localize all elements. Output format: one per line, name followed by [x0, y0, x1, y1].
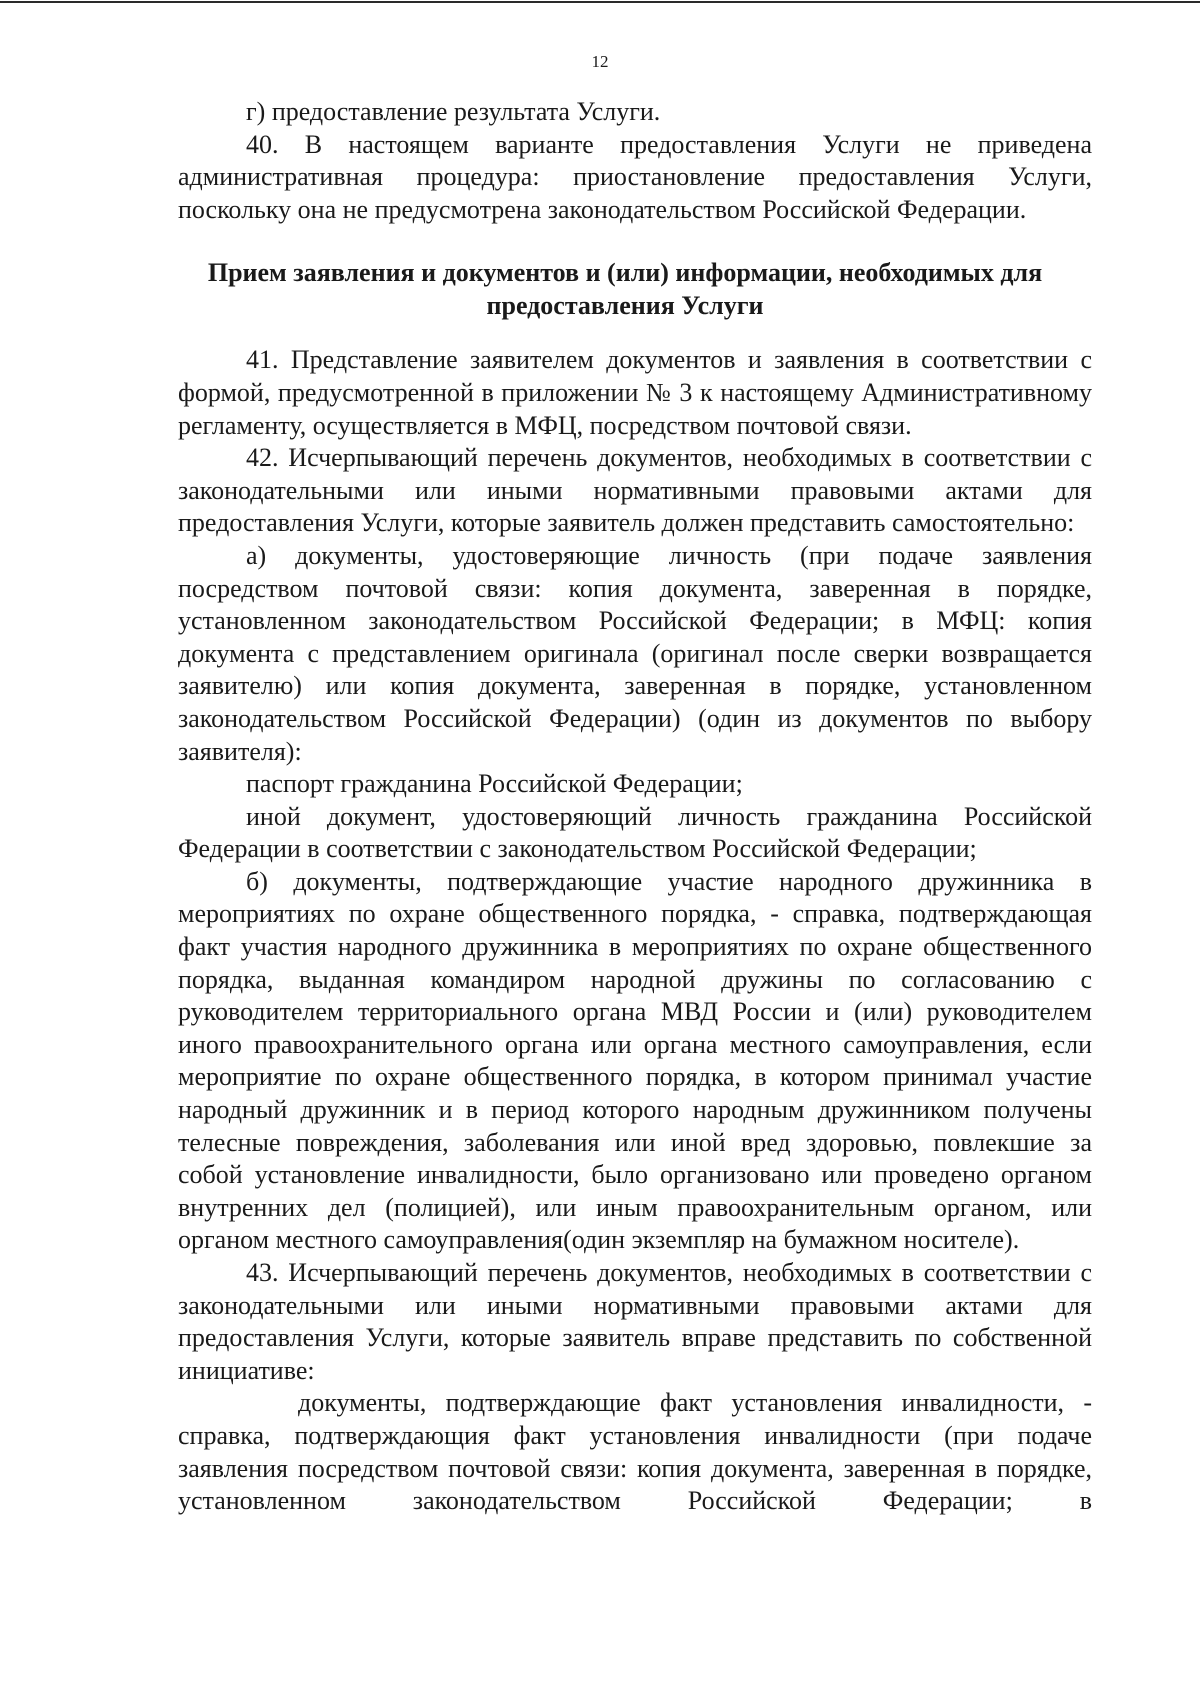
top-edge-rule — [0, 1, 1200, 3]
paragraph-42-a: а) документы, удостоверяющие личность (при подаче заявления посредством почтовой связи: копия документа, заверенная в порядке, установленном законодательством Российской Федерации; в МФЦ: копия документа с представлением оригинала (оригинал после сверки возвращается заявителю) или копия документа, заверенная в порядке, установленном законодательством Российской Федерации) (один из документов по выбору заявителя): — [178, 540, 1092, 766]
paragraph-43-documents: документы, подтверждающие факт установления инвалидности, - справка, подтверждающия факт установления инвалидности (при подаче заявления посредством почтовой связи: копия документа, заверенная в порядке, установленном законодательством Российской Федерации; в — [178, 1388, 1092, 1516]
paragraph-42-b: б) документы, подтверждающие участие народного дружинника в мероприятиях по охране общественного порядка, - справка, подтверждающая факт участия народного дружинника в мероприятиях по охране общественного порядка, выданная командиром народной дружины по согласованию с руководителем территориального органа МВД России и (или) руководителем иного правоохранительного органа или органа местного самоуправления, если мероприятие по охране общественного порядка, в котором принимал участие народный дружинник и в период которого народным дружинником получены телесные повреждения, заболевания или иной вред здоровью, повлекшие за собой установление инвалидности, было организовано или проведено органом внутренних дел (полицией), или иным правоохранительным органом, или органом местного самоуправления(один экземпляр на бумажном носителе). — [178, 866, 1092, 1255]
paragraph-41: 41. Представление заявителем документов и заявления в соответствии с формой, предусмотренной в приложении № 3 к настоящему Административному регламенту, осуществляется в МФЦ, посредством почтовой связи. — [178, 345, 1092, 440]
paragraph-43: 43. Исчерпывающий перечень документов, необходимых в соответствии с законодательными или иными нормативными правовыми актами для предоставления Услуги, которые заявитель вправе представить по собственной инициативе: — [178, 1258, 1092, 1385]
page-number: 12 — [591, 52, 609, 71]
section-heading: Прием заявления и документов и (или) информации, необходимых для предоставления Услуги — [207, 258, 1043, 321]
document-body — [178, 96, 1092, 1518]
paragraph-42-a-passport: паспорт гражданина Российской Федерации; — [246, 769, 743, 799]
paragraph-42-a-other-id: иной документ, удостоверяющий личность гражданина Российской Федерации в соответствии с законодательством Российской Федерации; — [178, 801, 1092, 864]
paragraph-42: 42. Исчерпывающий перечень документов, необходимых в соответствии с законодательными или иными нормативными правовыми актами для предоставления Услуги, которые заявитель должен представить самостоятельно: — [178, 443, 1092, 538]
item-g: г) предоставление результата Услуги. — [246, 97, 661, 126]
paragraph-40: 40. В настоящем варианте предоставления Услуги не приведена административная процедура: приостановление предоставления Услуги, поскольку она не предусмотрена законодательством Российской Федерации. — [178, 129, 1092, 224]
